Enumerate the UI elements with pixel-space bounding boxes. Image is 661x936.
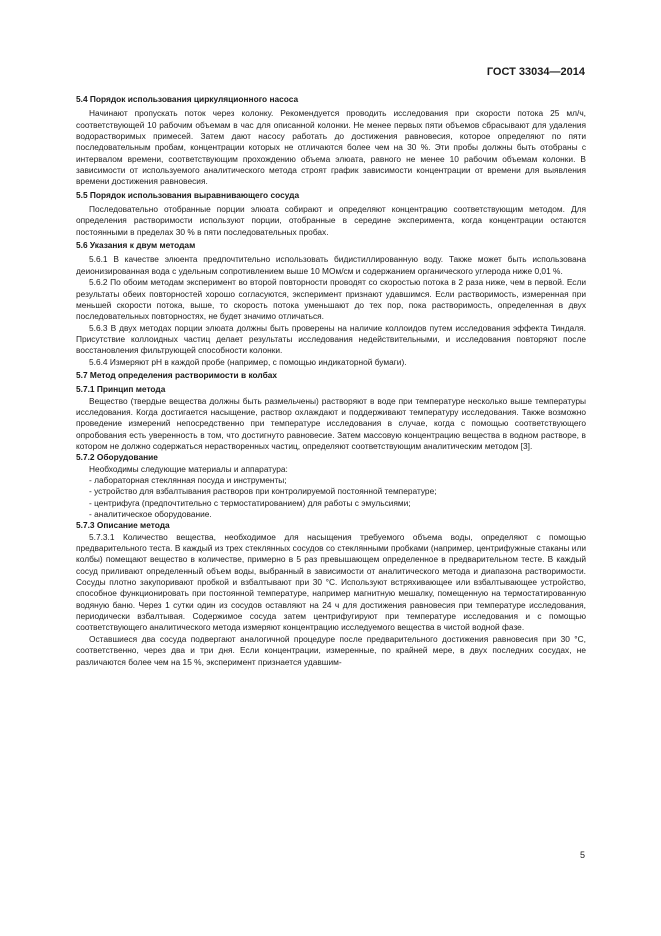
section-5-4-title: 5.4 Порядок использования циркуляционного насоса	[76, 94, 299, 104]
section-5-6-title: 5.6 Указания к двум методам	[76, 240, 196, 251]
paragraph: 5.7.3.1 Количество вещества, необходимое для насыщения требуемого объема воды, определяют с помощью предварительного теста. В каждый из трех стеклянных сосудов со стеклянными пробками (например, центрифужные стаканы или колбы) помещают вещество в количестве, примерно в 5 раз превышающем определенное в предварительном тесте. В каждый сосуд приливают определенный объем воды, выбранный в зависимости от аналитического метода и диапазона растворимости. Сосуды плотно закупоривают пробкой и взбалтывают при 30 °С. Используют встряхивающее или взбалтывающее устройство, способное функционировать при постоянной температуре, например магнитную мешалку, помещенную на термостатированную водяную баню. Через 1 сутки один из сосудов оставляют на 24 ч для достижения равновесия при температуре исследования, периодически взбалтывая. Содержимое сосуда затем центрифугируют при температуре исследования и с помощью соответствующего аналитического метода измеряют концентрацию исследуемого вещества в чистой водной фазе.	[76, 531, 586, 633]
list-item: - лабораторная стеклянная посуда и инструменты;	[89, 475, 287, 485]
list-item: - аналитическое оборудование.	[89, 509, 212, 520]
paragraph: Последовательно отобранные порции элюата собирают и определяют концентрацию соответствующим методом. Для определения растворимости используют порции, отобранные в середине эксперимента, когда концентрации остаются постоянными в пределах 30 % в пяти последовательных пробах.	[76, 204, 586, 237]
paragraph: 5.6.1 В качестве элюента предпочтительно использовать бидистиллированную воду. Также может быть использована деионизированная вода с удельным сопротивлением выше 10 МОм/см и содержанием органического углерода ниже 0,01 %.	[76, 254, 586, 276]
paragraph: Необходимы следующие материалы и аппаратура:	[89, 463, 288, 474]
section-5-5-title: 5.5 Порядок использования выравнивающего сосуда	[76, 189, 300, 200]
paragraph: Начинают пропускать поток через колонку. Рекомендуется проводить исследования при скорости потока 25 мл/ч, соответствующей 10 рабочим объемам в час для описанной колонки. Не менее первых пяти объемов сбрасывают для удаления водорастворимых примесей. Затем дают насосу работать до достижения равновесия, которое определяют по пяти последовательным пробам, концентрации которых не отличаются более чем на 30 %. Эти пробы должны быть отобраны с интервалом времени, соответствующим прохождению объема элюата, равного не менее 10 рабочим объемам колонки. В зависимости от используемого аналитического метода строят график зависимости концентрации от времени для выявления времени достижения равновесия.	[76, 108, 586, 187]
paragraph: 5.6.2 По обоим методам эксперимент во второй повторности проводят со скоростью потока в 2 раза ниже, чем в первой. Если результаты обеих повторностей хорошо согласуются, эксперимент признают удавшимся. Если растворимость, измеренная при меньшей скорости потока, выше, то скорость потока уменьшают до тех пор, пока растворимость, определенная в двух последовательных повторностях, не будет значимо отличаться.	[76, 277, 586, 322]
page-body	[76, 94, 586, 668]
section-5-7-title: 5.7 Метод определения растворимости в колбах	[76, 369, 278, 380]
paragraph: Оставшиеся два сосуда подвергают аналогичной процедуре после предварительного достижения равновесия при 30 °С, соответственно, через два и три дня. Если концентрации, измеренные, по крайней мере, в двух последних сосудах, не различаются более чем на 15 %, эксперимент признается удавшим-	[76, 633, 586, 667]
list-item: - устройство для взбалтывания растворов при контролируемой постоянной температуре;	[89, 486, 437, 497]
subsection-5-7-2-title: 5.7.2 Оборудование	[76, 452, 158, 463]
paragraph: Вещество (твердые вещества должны быть размельчены) растворяют в воде при температуре несколько выше температуры исследования. Когда достигается насыщение, раствор охлаждают и поддерживают температуру исследования. Также возможно проведение измерений непосредственно при температуре исследования в случае, когда с помощью соответствующего опробования есть уверенность в том, что достигнуто равновесие. Затем массовую концентрацию вещества в водном растворе, в котором не должно содержаться нерастворенных частиц, определяют соответствующим аналитическим методом [3].	[76, 395, 586, 451]
paragraph: 5.6.4 Измеряют pH в каждой пробе (например, с помощью индикаторной бумаги).	[89, 356, 407, 367]
page-number: 5	[579, 850, 585, 860]
paragraph: 5.6.3 В двух методах порции элюата должны быть проверены на наличие коллоидов путем исследования эффекта Тиндаля. Присутствие коллоидных частиц делает результаты исследования недействительными, и исследования повторяют после восстановления фильтрующей способности колонки.	[76, 322, 586, 356]
list-item: - центрифуга (предпочтительно с термостатированием) для работы с эмульсиями;	[89, 497, 411, 508]
subsection-5-7-1-title: 5.7.1 Принцип метода	[76, 384, 166, 395]
subsection-5-7-3-title: 5.7.3 Описание метода	[76, 520, 170, 531]
document-code: ГОСТ 33034—2014	[486, 66, 585, 78]
